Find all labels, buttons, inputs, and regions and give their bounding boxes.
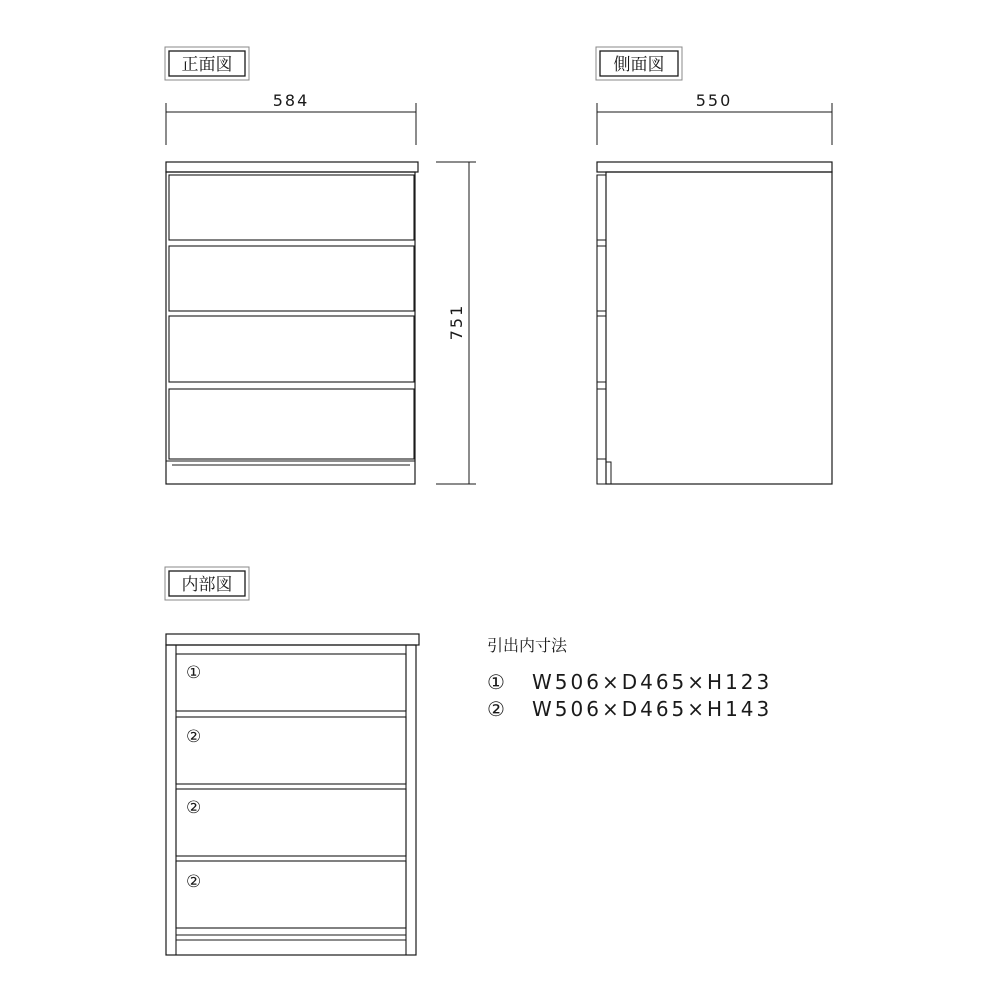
front-drawer xyxy=(169,316,414,382)
interior-drawer xyxy=(176,861,406,928)
interior-drawer xyxy=(176,654,406,711)
spec-mark: ① xyxy=(487,670,508,694)
spec-mark: ② xyxy=(487,697,508,721)
front-width-label: 584 xyxy=(272,91,310,110)
front-view xyxy=(165,47,476,484)
drawer-specs xyxy=(487,636,772,721)
specs-title: 引出内寸法 xyxy=(487,636,568,655)
interior-view-title: 内部図 xyxy=(181,575,233,595)
front-width-dimension xyxy=(166,91,416,145)
interior-drawer-label: ② xyxy=(186,872,202,892)
side-view-title: 側面図 xyxy=(613,55,665,75)
side-cabinet xyxy=(597,162,832,484)
front-view-title: 正面図 xyxy=(181,55,233,75)
interior-view xyxy=(165,567,419,955)
interior-drawer-label: ② xyxy=(186,727,202,747)
interior-drawer xyxy=(176,717,406,784)
front-height-dimension xyxy=(436,162,476,484)
front-drawer xyxy=(169,246,414,311)
interior-drawer-label: ① xyxy=(186,663,202,683)
spec-text: W506×D465×H143 xyxy=(532,697,773,721)
interior-view-title-box xyxy=(165,567,249,600)
spec-text: W506×D465×H123 xyxy=(532,670,773,694)
front-cabinet xyxy=(166,162,418,484)
side-width-label: 550 xyxy=(695,91,733,110)
side-view-title-box xyxy=(596,47,682,80)
front-drawer xyxy=(169,175,414,240)
interior-drawer-label: ② xyxy=(186,798,202,818)
side-width-dimension xyxy=(597,91,832,145)
front-view-title-box xyxy=(165,47,249,80)
interior-cabinet xyxy=(166,634,419,955)
side-view xyxy=(596,47,832,484)
front-drawer xyxy=(169,389,414,459)
front-height-label: 751 xyxy=(447,303,466,341)
interior-drawer xyxy=(176,789,406,856)
